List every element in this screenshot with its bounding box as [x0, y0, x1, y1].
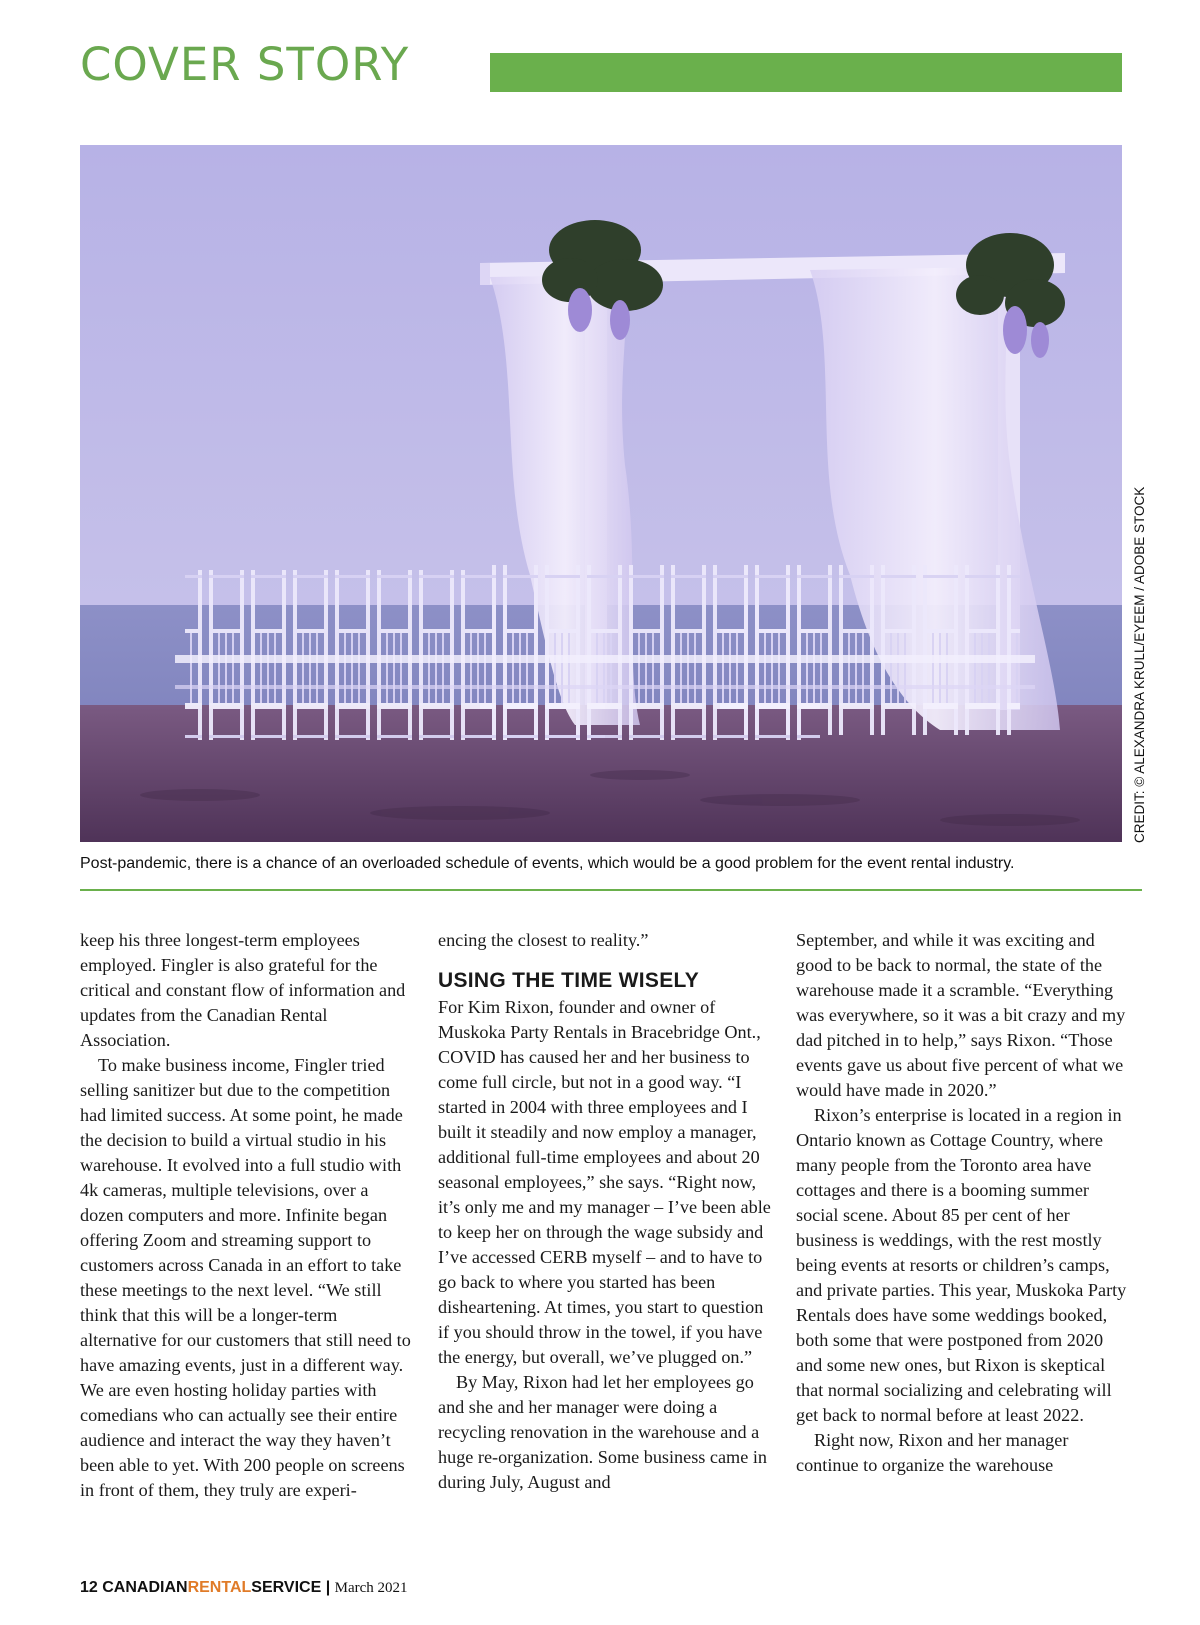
photo-credit: CREDIT: © ALEXANDRA KRULL/EYEEM / ADOBE STOCK	[1132, 486, 1147, 843]
photo-caption: Post-pandemic, there is a chance of an overloaded schedule of events, which would be a good problem for the event rental industry.	[80, 855, 1015, 872]
footer-separator: |	[325, 1579, 331, 1596]
paragraph: To make business income, Fingler tried selling sanitizer but due to the competition had limited success. At some point, he made the decision to build a virtual studio in his warehouse. It evolved into a full studio with 4k cameras, multiple televisions, over a dozen computers and more. Infinite began offering Zoom and streaming support to customers across Canada in an effort to take these meetings to the next level. “We still think that this will be a longer-term alternative for our customers that still need to have amazing events, just in a different way. We are even hosting holiday parties with comedians who can actually see their entire audience and interact the way they haven’t been able to yet. With 200 people on screens in front of them, they truly are experi-	[80, 1055, 411, 1500]
page-footer	[80, 1579, 408, 1597]
paragraph: keep his three longest-term employees employed. Fingler is also grateful for the critical and constant flow of information and updates from the Canadian Rental Association.	[80, 930, 406, 1050]
magazine-name-accent: RENTAL	[187, 1579, 252, 1596]
article-column-3	[796, 928, 1131, 1478]
article-column-1	[80, 928, 415, 1503]
magazine-name	[102, 1579, 321, 1596]
page-number: 12	[80, 1579, 98, 1596]
paragraph: Right now, Rixon and her manager continue to organize the warehouse	[796, 1430, 1069, 1475]
magazine-name-part: CANADIAN	[102, 1579, 188, 1596]
section-header-bar	[490, 53, 1122, 92]
paragraph: Rixon’s enterprise is located in a region in Ontario known as Cottage Country, where many people from the Toronto area have cottages and there is a booming summer social scene. About 85 per cent of her business is weddings, with the rest mostly being events at resorts or children’s camps, and private parties. This year, Muskoka Party Rentals does have some weddings booked, both some that were postponed from 2020 and some new ones, but Rixon is skeptical that normal socializing and celebrating will get back to normal before at least 2022.	[796, 1105, 1127, 1425]
section-subhead: USING THE TIME WISELY	[438, 969, 700, 992]
paragraph: For Kim Rixon, founder and owner of Muskoka Party Rentals in Bracebridge Ont., COVID has caused her and her business to come full circle, but not in a good way. “I started in 2004 with three employees and I built it steadily and now employ a manager, additional full-time employees and about 20 seasonal employees,” she says. “Right now, it’s only me and my manager – I’ve been able to keep her on through the wage subsidy and I’ve accessed CERB myself – and to have to go back to where you started has been disheartening. At times, you start to question if you should throw in the towel, if you have the energy, but overall, we’ve plugged on.”	[438, 997, 771, 1367]
article-column-2	[438, 928, 773, 1495]
caption-divider	[80, 889, 1142, 891]
section-title: COVER STORY	[80, 38, 410, 91]
paragraph: By May, Rixon had let her employees go and she and her manager were doing a recycling renovation in the warehouse and a huge re-organization. Some business came in during July, August and	[438, 1372, 767, 1492]
issue-date: March 2021	[334, 1580, 408, 1596]
wedding-arch-photo	[80, 145, 1122, 842]
paragraph: September, and while it was exciting and good to be back to normal, the state of the warehouse made it a scramble. “Everything was everywhere, so it was a bit crazy and my dad pitched in to help,” says Rixon. “Those events gave us about five percent of what we would have made in 2020.”	[796, 930, 1126, 1100]
paragraph: encing the closest to reality.”	[438, 930, 649, 950]
magazine-name-part: SERVICE	[251, 1579, 322, 1596]
